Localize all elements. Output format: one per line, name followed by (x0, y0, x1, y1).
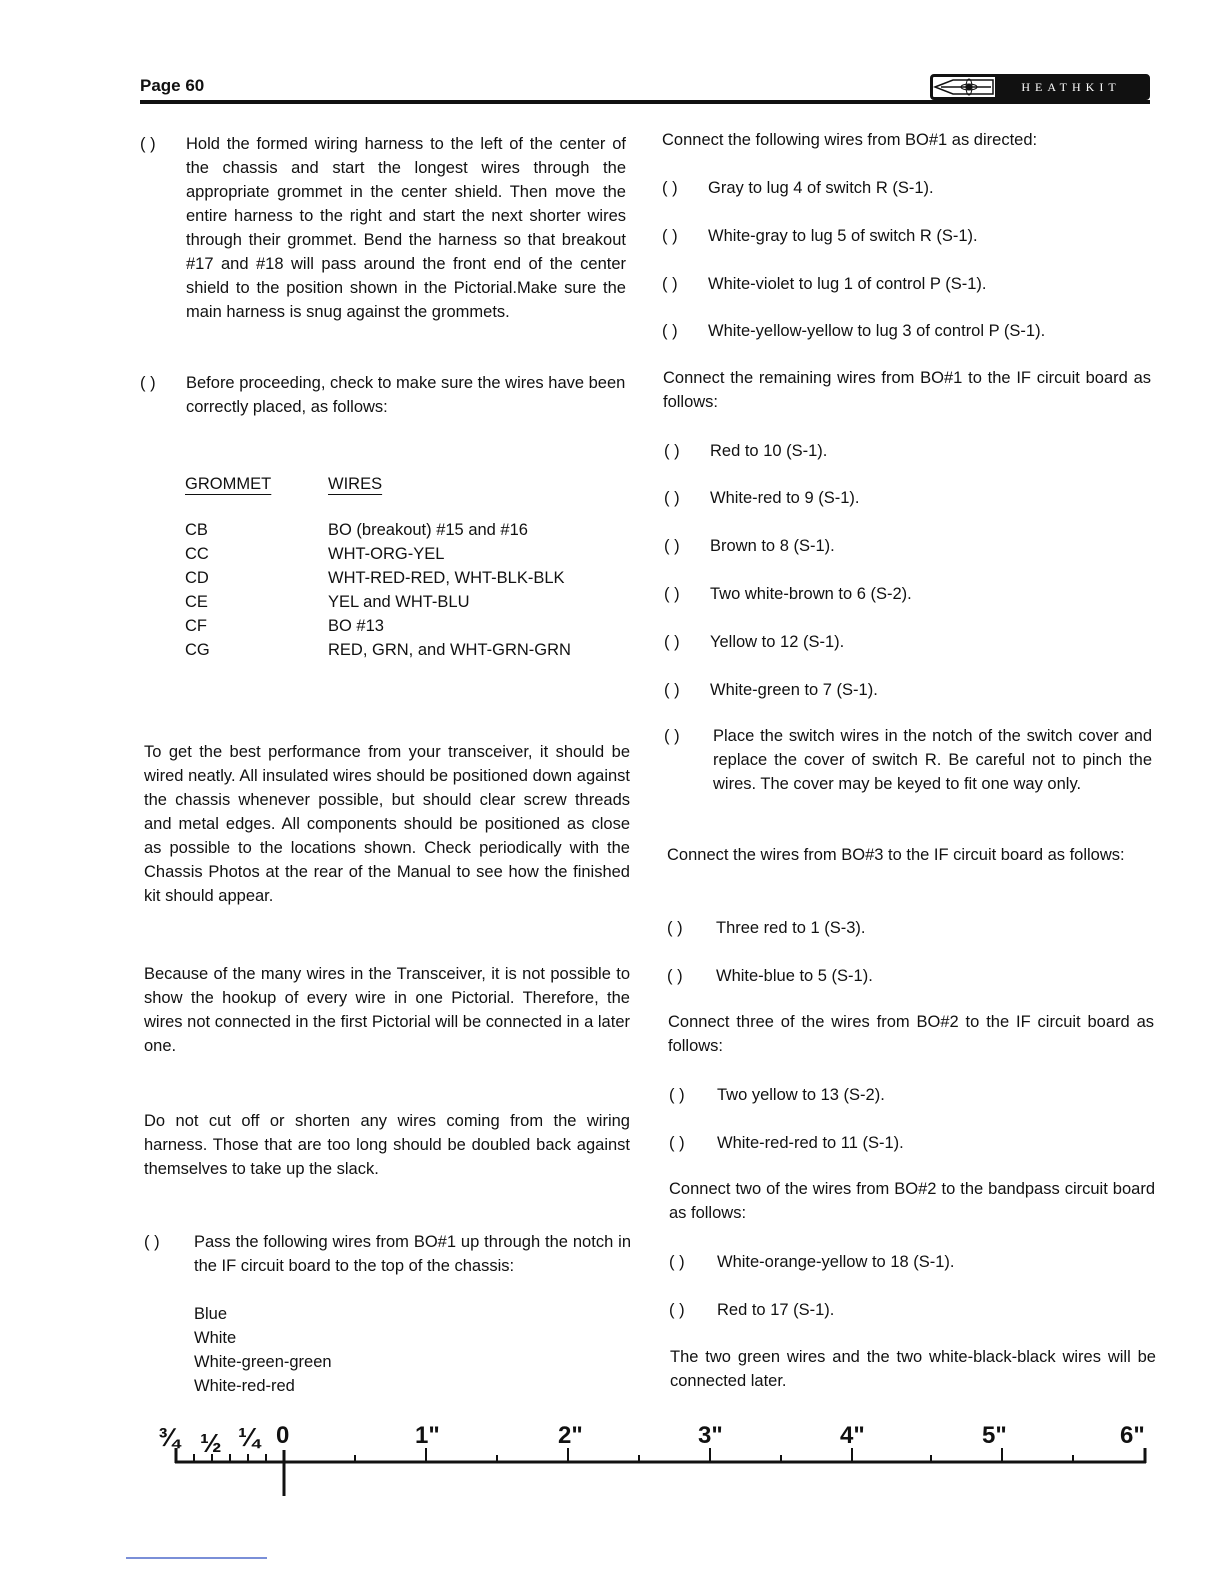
right-item: ( ) White-red-red to 11 (S-1). (669, 1131, 1159, 1155)
ruler-label-half: ½ (200, 1428, 222, 1458)
ruler-label-0: 0 (276, 1422, 290, 1449)
intro-remaining: Connect the remaining wires from BO#1 to the IF circuit board as follows: (663, 369, 1151, 411)
table-row: CG RED, GRN, and WHT-GRN-GRN (185, 641, 571, 659)
right-item: ( ) Gray to lug 4 of switch R (S-1). (662, 176, 1152, 200)
right-item: ( ) Yellow to 12 (S-1). (664, 630, 1154, 654)
table-header-grommet: GROMMET (185, 475, 272, 493)
checkbox[interactable]: ( ) (662, 275, 678, 293)
checkbox[interactable]: ( ) (667, 967, 683, 985)
ruler-label-2: 2" (558, 1422, 583, 1449)
checkbox[interactable]: ( ) (664, 681, 680, 699)
checkbox[interactable]: ( ) (667, 919, 683, 937)
closing-note: The two green wires and the two white-black-black wires will be connected later. (670, 1348, 1156, 1390)
ruler-ticks (175, 1448, 1146, 1496)
left-step-2 (140, 371, 626, 419)
paragraph-do-not-cut: Do not cut off or shorten any wires coming from the wiring harness. Those that are too long should be doubled back against themselves to take up the slack. (144, 1112, 630, 1178)
checkbox[interactable]: ( ) (664, 727, 680, 745)
ruler-label-4: 4" (840, 1422, 865, 1449)
checkbox[interactable]: ( ) (669, 1301, 685, 1319)
checkbox[interactable]: ( ) (664, 489, 680, 507)
right-item: ( ) White-yellow-yellow to lug 3 of control P (S-1). (662, 319, 1152, 343)
right-item: ( ) Two white-brown to 6 (S-2). (664, 582, 1154, 606)
inch-ruler (150, 1410, 1180, 1510)
right-item: ( ) White-red to 9 (S-1). (664, 486, 1154, 510)
wire-list (194, 1302, 332, 1398)
table-row: CB BO (breakout) #15 and #16 (185, 521, 528, 539)
step-text: Before proceeding, check to make sure the wires have been correctly placed, as follows: (186, 374, 626, 416)
ruler-label-1: 1" (415, 1422, 440, 1449)
right-item: ( ) White-blue to 5 (S-1). (667, 964, 1157, 988)
table-header-wires: WIRES (328, 475, 383, 493)
left-step-1 (140, 132, 626, 324)
paragraph-pictorial: Because of the many wires in the Transceiver, it is not possible to show the hookup of every wire in one Pictorial. Therefore, the wires not connected in the first Pictorial will be connected in a later one. (144, 965, 630, 1055)
step-text: Hold the formed wiring harness to the left of the center of the chassis and start the longest wires through the appropriate grommet in the center shield. Then move the entire harness to the right and start the next shorter wires through their grommet. Bend the harness so that breakout #17 and #18 will pass around the front end of the center shield to the position shown in the Pictorial.Make sure the main harness is snug against the grommets. (186, 135, 626, 321)
intro-bo2-if: Connect three of the wires from BO#2 to the IF circuit board as follows: (668, 1013, 1154, 1055)
checkbox[interactable]: ( ) (669, 1086, 685, 1104)
table-row: CF BO #13 (185, 617, 384, 635)
checkbox[interactable]: ( ) (664, 537, 680, 555)
ruler-label-5: 5" (982, 1422, 1007, 1449)
right-item: ( ) White-orange-yellow to 18 (S-1). (669, 1250, 1159, 1274)
checkbox[interactable]: ( ) (662, 179, 678, 197)
footer-line (126, 1557, 267, 1559)
intro-bo3: Connect the wires from BO#3 to the IF circuit board as follows: (667, 846, 1125, 864)
right-item: ( ) Three red to 1 (S-3). (667, 916, 1157, 940)
checkbox[interactable]: ( ) (662, 227, 678, 245)
right-item: ( ) Brown to 8 (S-1). (664, 534, 1154, 558)
paragraph-performance: To get the best performance from your transceiver, it should be wired neatly. All insulated wires should be positioned down against the chassis whenever possible, but should clear screw threads and metal edges. All components should be positioned as close as possible to the locations shown. Check periodically with the Chassis Photos at the rear of the Manual to see how the finished kit should appear. (144, 743, 630, 905)
ruler-label-quarter: ¼ (238, 1422, 260, 1452)
checkbox[interactable]: ( ) (664, 442, 680, 460)
table-row: CC WHT-ORG-YEL (185, 545, 445, 563)
right-item: ( ) Red to 10 (S-1). (664, 439, 1154, 463)
ruler-label-6: 6" (1120, 1422, 1145, 1449)
table-row: CD WHT-RED-RED, WHT-BLK-BLK (185, 569, 565, 587)
ruler-labels (158, 1422, 1145, 1458)
right-item: ( ) Two yellow to 13 (S-2). (669, 1083, 1159, 1107)
left-step-3 (144, 1230, 631, 1278)
checkbox[interactable]: ( ) (664, 633, 680, 651)
heathkit-logo (930, 74, 1150, 100)
checkbox[interactable]: ( ) (669, 1253, 685, 1271)
logo-wordmark: HEATHKIT (995, 77, 1147, 97)
right-item: ( ) White-gray to lug 5 of switch R (S-1). (662, 224, 1152, 248)
step-text: Pass the following wires from BO#1 up through the notch in the IF circuit board to the top of the chassis: (194, 1233, 631, 1275)
list-item: White-red-red (194, 1377, 295, 1395)
header-rule (140, 100, 1150, 104)
right-item: ( ) Place the switch wires in the notch of the switch cover and replace the cover of switch R. Be careful not to pinch the wires. The cover may be keyed to fit one way only. (664, 724, 1152, 796)
right-item: ( ) White-green to 7 (S-1). (664, 678, 1154, 702)
list-item: White (194, 1329, 237, 1347)
ruler-label-3: 3" (698, 1422, 723, 1449)
checkbox[interactable]: ( ) (662, 322, 678, 340)
checkbox[interactable]: ( ) (664, 585, 680, 603)
list-item: Blue (194, 1305, 228, 1323)
grommet-table (185, 472, 571, 662)
checkbox[interactable]: ( ) (140, 135, 156, 153)
right-item: ( ) White-violet to lug 1 of control P (S-1). (662, 272, 1152, 296)
ruler-label-three-quarter: ¾ (158, 1422, 180, 1452)
intro-bo1: Connect the following wires from BO#1 as directed: (662, 131, 1038, 149)
logo-emblem-icon (933, 77, 995, 97)
page-number: Page 60 (140, 76, 205, 95)
right-item: ( ) Red to 17 (S-1). (669, 1298, 1159, 1322)
checkbox[interactable]: ( ) (144, 1233, 160, 1251)
table-row: CE YEL and WHT-BLU (185, 593, 470, 611)
list-item: White-green-green (194, 1353, 332, 1371)
checkbox[interactable]: ( ) (669, 1134, 685, 1152)
checkbox[interactable]: ( ) (140, 374, 156, 392)
intro-bo2-bandpass: Connect two of the wires from BO#2 to the bandpass circuit board as follows: (669, 1180, 1155, 1222)
